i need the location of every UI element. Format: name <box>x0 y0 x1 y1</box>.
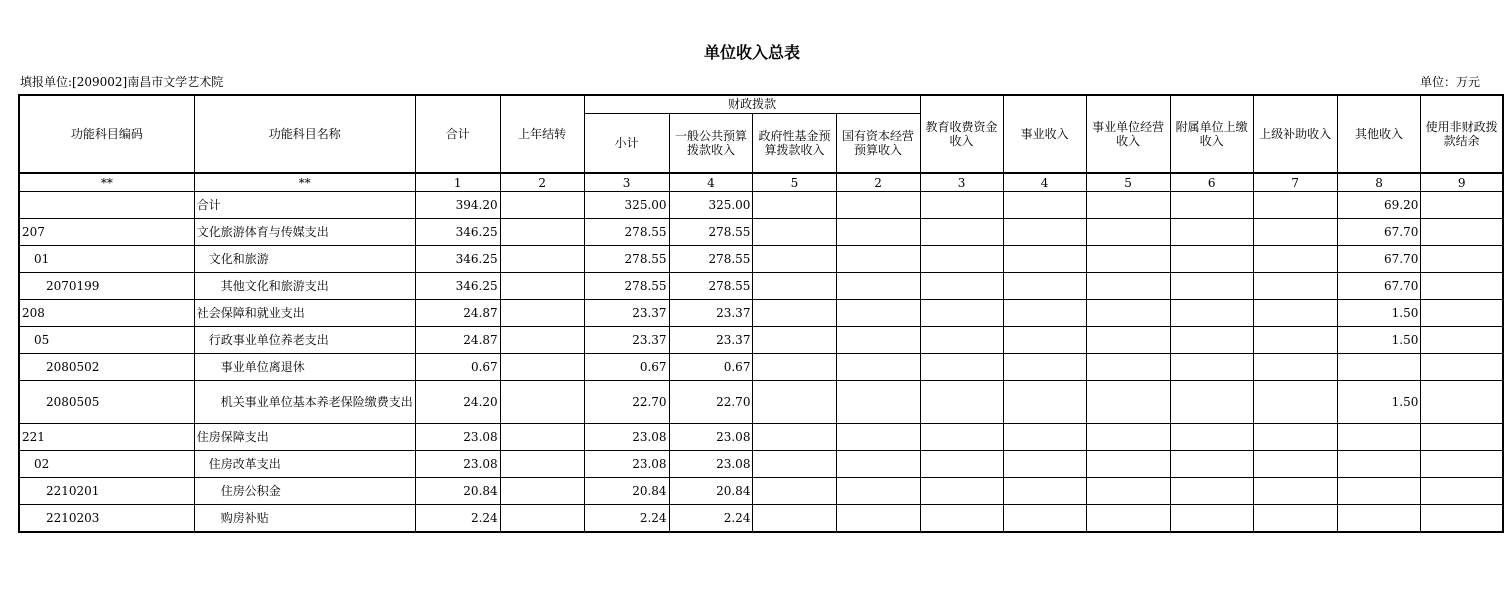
cell-affiliated <box>1170 192 1253 219</box>
cell-code: 05 <box>19 327 194 354</box>
cell-business <box>1003 219 1086 246</box>
cell-name: 文化旅游体育与传媒支出 <box>194 219 415 246</box>
cell-operation <box>1086 478 1170 505</box>
cell-nonfiscal <box>1421 478 1503 505</box>
cell-other: 67.70 <box>1337 273 1421 300</box>
cell-gov-fund <box>753 273 836 300</box>
col-number: 5 <box>1086 173 1170 192</box>
cell-other: 1.50 <box>1337 327 1421 354</box>
cell-operation <box>1086 424 1170 451</box>
cell-nonfiscal <box>1421 192 1503 219</box>
currency-unit: 单位：万元 <box>1419 75 1480 89</box>
cell-affiliated <box>1170 300 1253 327</box>
cell-general-budget: 278.55 <box>669 246 753 273</box>
cell-business <box>1003 381 1086 424</box>
cell-code: 2080505 <box>19 381 194 424</box>
cell-total: 0.67 <box>415 354 500 381</box>
cell-edu-fee <box>920 327 1003 354</box>
cell-general-budget: 2.24 <box>669 505 753 532</box>
header-name: 功能科目名称 <box>194 95 415 173</box>
table-row <box>19 192 1503 219</box>
cell-total: 23.08 <box>415 424 500 451</box>
cell-edu-fee <box>920 300 1003 327</box>
col-number: ** <box>19 173 194 192</box>
cell-business <box>1003 478 1086 505</box>
table-row <box>19 505 1503 532</box>
cell-fiscal-subtotal: 278.55 <box>584 273 669 300</box>
cell-other: 69.20 <box>1337 192 1421 219</box>
cell-name: 行政事业单位养老支出 <box>194 327 415 354</box>
cell-nonfiscal <box>1421 219 1503 246</box>
cell-state-capital <box>836 505 920 532</box>
table-row <box>19 219 1503 246</box>
cell-total: 20.84 <box>415 478 500 505</box>
cell-superior <box>1253 354 1337 381</box>
cell-other <box>1337 451 1421 478</box>
cell-operation <box>1086 192 1170 219</box>
cell-general-budget: 325.00 <box>669 192 753 219</box>
cell-code: 2070199 <box>19 273 194 300</box>
cell-edu-fee <box>920 354 1003 381</box>
table-row <box>19 451 1503 478</box>
cell-state-capital <box>836 192 920 219</box>
cell-code: 2210203 <box>19 505 194 532</box>
cell-code: 208 <box>19 300 194 327</box>
cell-superior <box>1253 246 1337 273</box>
cell-total: 394.20 <box>415 192 500 219</box>
cell-total: 24.87 <box>415 300 500 327</box>
cell-gov-fund <box>753 354 836 381</box>
cell-business <box>1003 354 1086 381</box>
cell-nonfiscal <box>1421 424 1503 451</box>
cell-other <box>1337 424 1421 451</box>
col-number: 4 <box>669 173 753 192</box>
table-row <box>19 246 1503 273</box>
cell-business <box>1003 327 1086 354</box>
cell-name: 住房公积金 <box>194 478 415 505</box>
cell-edu-fee <box>920 381 1003 424</box>
cell-state-capital <box>836 354 920 381</box>
cell-code: 01 <box>19 246 194 273</box>
cell-code: 2210201 <box>19 478 194 505</box>
header-total: 合计 <box>415 95 500 173</box>
header-code: 功能科目编码 <box>19 95 194 173</box>
cell-carryover <box>500 505 584 532</box>
cell-gov-fund <box>753 505 836 532</box>
cell-fiscal-subtotal: 22.70 <box>584 381 669 424</box>
cell-operation <box>1086 505 1170 532</box>
cell-carryover <box>500 246 584 273</box>
cell-affiliated <box>1170 478 1253 505</box>
cell-fiscal-subtotal: 278.55 <box>584 219 669 246</box>
col-number: 7 <box>1253 173 1337 192</box>
cell-other <box>1337 505 1421 532</box>
cell-fiscal-subtotal: 23.37 <box>584 300 669 327</box>
cell-name: 合计 <box>194 192 415 219</box>
cell-business <box>1003 505 1086 532</box>
cell-affiliated <box>1170 451 1253 478</box>
table-row <box>19 381 1503 424</box>
cell-nonfiscal <box>1421 327 1503 354</box>
col-number: 3 <box>920 173 1003 192</box>
header-state-capital: 国有资本经营预算收入 <box>836 113 920 173</box>
cell-state-capital <box>836 273 920 300</box>
cell-total: 2.24 <box>415 505 500 532</box>
cell-other <box>1337 354 1421 381</box>
reporting-unit: 填报单位:[209002]南昌市文学艺术院 <box>20 75 224 89</box>
cell-code: 02 <box>19 451 194 478</box>
header-business: 事业收入 <box>1003 95 1086 173</box>
cell-other: 67.70 <box>1337 219 1421 246</box>
cell-state-capital <box>836 451 920 478</box>
cell-fiscal-subtotal: 325.00 <box>584 192 669 219</box>
cell-business <box>1003 246 1086 273</box>
table-row <box>19 300 1503 327</box>
header-carryover: 上年结转 <box>500 95 584 173</box>
cell-edu-fee <box>920 451 1003 478</box>
page-title: 单位收入总表 <box>703 43 800 62</box>
cell-superior <box>1253 381 1337 424</box>
col-number: 1 <box>415 173 500 192</box>
cell-general-budget: 22.70 <box>669 381 753 424</box>
cell-carryover <box>500 424 584 451</box>
table-row <box>19 354 1503 381</box>
cell-gov-fund <box>753 300 836 327</box>
cell-carryover <box>500 300 584 327</box>
col-number: ** <box>194 173 415 192</box>
table-row <box>19 478 1503 505</box>
cell-nonfiscal <box>1421 505 1503 532</box>
cell-affiliated <box>1170 246 1253 273</box>
cell-carryover <box>500 219 584 246</box>
cell-code: 207 <box>19 219 194 246</box>
col-number: 8 <box>1337 173 1421 192</box>
cell-carryover <box>500 451 584 478</box>
cell-superior <box>1253 300 1337 327</box>
cell-superior <box>1253 478 1337 505</box>
cell-affiliated <box>1170 505 1253 532</box>
cell-carryover <box>500 478 584 505</box>
table-body <box>19 192 1503 532</box>
cell-fiscal-subtotal: 2.24 <box>584 505 669 532</box>
header-other: 其他收入 <box>1337 95 1421 173</box>
cell-edu-fee <box>920 273 1003 300</box>
cell-carryover <box>500 354 584 381</box>
cell-carryover <box>500 327 584 354</box>
cell-nonfiscal <box>1421 451 1503 478</box>
cell-business <box>1003 300 1086 327</box>
table-row <box>19 273 1503 300</box>
col-number: 9 <box>1421 173 1503 192</box>
cell-gov-fund <box>753 192 836 219</box>
cell-fiscal-subtotal: 278.55 <box>584 246 669 273</box>
cell-fiscal-subtotal: 0.67 <box>584 354 669 381</box>
header-general-budget: 一般公共预算拨款收入 <box>669 113 753 173</box>
cell-edu-fee <box>920 505 1003 532</box>
header-gov-fund: 政府性基金预算拨款收入 <box>753 113 836 173</box>
cell-fiscal-subtotal: 23.08 <box>584 424 669 451</box>
cell-superior <box>1253 505 1337 532</box>
cell-state-capital <box>836 219 920 246</box>
cell-fiscal-subtotal: 23.37 <box>584 327 669 354</box>
cell-operation <box>1086 354 1170 381</box>
cell-state-capital <box>836 300 920 327</box>
cell-total: 24.87 <box>415 327 500 354</box>
cell-nonfiscal <box>1421 354 1503 381</box>
cell-total: 23.08 <box>415 451 500 478</box>
cell-superior <box>1253 192 1337 219</box>
cell-carryover <box>500 273 584 300</box>
cell-name: 购房补贴 <box>194 505 415 532</box>
cell-code: 2080502 <box>19 354 194 381</box>
header-edu-fee: 教育收费资金收入 <box>920 95 1003 173</box>
cell-state-capital <box>836 246 920 273</box>
col-number: 4 <box>1003 173 1086 192</box>
cell-edu-fee <box>920 478 1003 505</box>
cell-affiliated <box>1170 381 1253 424</box>
cell-operation <box>1086 451 1170 478</box>
cell-name: 文化和旅游 <box>194 246 415 273</box>
cell-superior <box>1253 327 1337 354</box>
cell-nonfiscal <box>1421 273 1503 300</box>
col-number: 6 <box>1170 173 1253 192</box>
cell-state-capital <box>836 327 920 354</box>
cell-gov-fund <box>753 327 836 354</box>
header-operation: 事业单位经营收入 <box>1086 95 1170 173</box>
cell-business <box>1003 424 1086 451</box>
cell-gov-fund <box>753 451 836 478</box>
cell-business <box>1003 273 1086 300</box>
cell-nonfiscal <box>1421 381 1503 424</box>
cell-gov-fund <box>753 219 836 246</box>
cell-general-budget: 23.08 <box>669 451 753 478</box>
cell-superior <box>1253 219 1337 246</box>
cell-nonfiscal <box>1421 246 1503 273</box>
cell-operation <box>1086 273 1170 300</box>
cell-other: 1.50 <box>1337 381 1421 424</box>
cell-edu-fee <box>920 246 1003 273</box>
cell-name: 机关事业单位基本养老保险缴费支出 <box>194 381 415 424</box>
cell-name: 事业单位离退休 <box>194 354 415 381</box>
header-nonfiscal: 使用非财政拨款结余 <box>1421 95 1503 173</box>
col-number: 2 <box>500 173 584 192</box>
cell-edu-fee <box>920 424 1003 451</box>
header-fiscal-subtotal: 小计 <box>584 113 669 173</box>
cell-name: 住房保障支出 <box>194 424 415 451</box>
cell-operation <box>1086 246 1170 273</box>
col-number: 5 <box>753 173 836 192</box>
cell-total: 346.25 <box>415 246 500 273</box>
header-fiscal-group: 财政拨款 <box>584 95 920 113</box>
cell-affiliated <box>1170 273 1253 300</box>
cell-operation <box>1086 219 1170 246</box>
cell-edu-fee <box>920 192 1003 219</box>
cell-state-capital <box>836 381 920 424</box>
cell-affiliated <box>1170 424 1253 451</box>
cell-other: 67.70 <box>1337 246 1421 273</box>
col-number: 3 <box>584 173 669 192</box>
cell-nonfiscal <box>1421 300 1503 327</box>
cell-affiliated <box>1170 327 1253 354</box>
cell-affiliated <box>1170 219 1253 246</box>
cell-code <box>19 192 194 219</box>
cell-name: 住房改革支出 <box>194 451 415 478</box>
cell-total: 24.20 <box>415 381 500 424</box>
cell-name: 社会保障和就业支出 <box>194 300 415 327</box>
header-affiliated: 附属单位上缴收入 <box>1170 95 1253 173</box>
cell-name: 其他文化和旅游支出 <box>194 273 415 300</box>
cell-general-budget: 278.55 <box>669 273 753 300</box>
cell-affiliated <box>1170 354 1253 381</box>
income-summary-table <box>18 94 1504 533</box>
cell-other: 1.50 <box>1337 300 1421 327</box>
cell-gov-fund <box>753 246 836 273</box>
cell-general-budget: 23.37 <box>669 300 753 327</box>
cell-fiscal-subtotal: 23.08 <box>584 451 669 478</box>
table-row <box>19 424 1503 451</box>
cell-other <box>1337 478 1421 505</box>
cell-gov-fund <box>753 381 836 424</box>
col-number: 2 <box>836 173 920 192</box>
cell-general-budget: 23.37 <box>669 327 753 354</box>
cell-superior <box>1253 451 1337 478</box>
cell-fiscal-subtotal: 20.84 <box>584 478 669 505</box>
header-superior: 上级补助收入 <box>1253 95 1337 173</box>
cell-code: 221 <box>19 424 194 451</box>
cell-state-capital <box>836 478 920 505</box>
cell-operation <box>1086 300 1170 327</box>
cell-operation <box>1086 381 1170 424</box>
cell-general-budget: 20.84 <box>669 478 753 505</box>
cell-gov-fund <box>753 478 836 505</box>
cell-superior <box>1253 273 1337 300</box>
cell-total: 346.25 <box>415 219 500 246</box>
cell-general-budget: 23.08 <box>669 424 753 451</box>
cell-state-capital <box>836 424 920 451</box>
cell-business <box>1003 451 1086 478</box>
cell-edu-fee <box>920 219 1003 246</box>
cell-carryover <box>500 381 584 424</box>
cell-business <box>1003 192 1086 219</box>
cell-total: 346.25 <box>415 273 500 300</box>
cell-general-budget: 0.67 <box>669 354 753 381</box>
table-row <box>19 327 1503 354</box>
cell-superior <box>1253 424 1337 451</box>
cell-gov-fund <box>753 424 836 451</box>
cell-operation <box>1086 327 1170 354</box>
cell-carryover <box>500 192 584 219</box>
cell-general-budget: 278.55 <box>669 219 753 246</box>
